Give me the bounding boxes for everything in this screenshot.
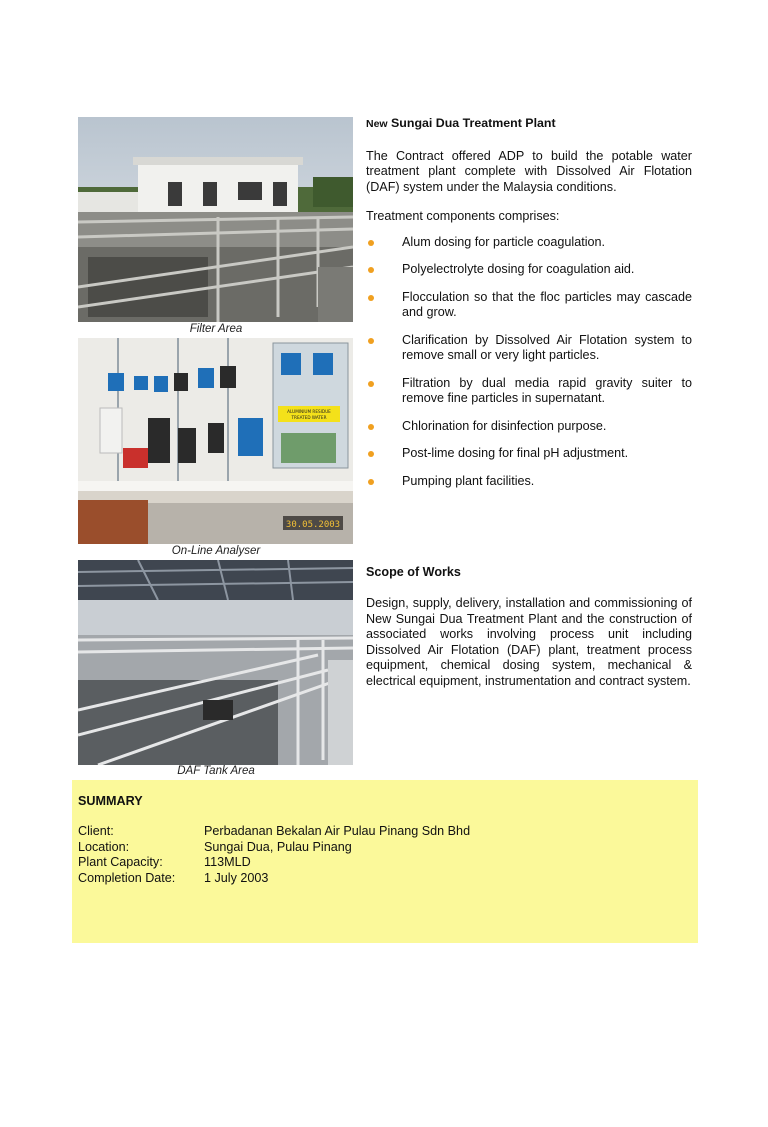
table-row: [78, 855, 470, 871]
list-item: Polyelectrolyte dosing for coagulation aid.: [366, 262, 692, 278]
summary-value: 1 July 2003: [204, 870, 269, 885]
project-title: [366, 116, 692, 133]
scope-text: Design, supply, delivery, installation and commissioning of New Sungai Dua Treatment Plant and the construction of associated works involving process unit including Dissolved Air Flotation (DAF) plant, treatment process equipment, chemical dosing system, mechanical & electrical equipment, instrumentation and contract system.: [366, 596, 692, 688]
project-intro: The Contract offered ADP to build the potable water treatment plant complete with Dissolved Air Flotation (DAF) system under the Malaysia conditions.: [366, 148, 692, 194]
bullet-icon: [368, 381, 374, 387]
summary-box: [72, 780, 698, 943]
scope-heading: Scope of Works: [366, 565, 461, 579]
photo-caption-filter-area: Filter Area: [189, 323, 243, 335]
photo-caption-daf-tank-area: DAF Tank Area: [177, 765, 255, 777]
project-title-main: Sungai Dua Treatment Plant: [391, 116, 556, 130]
summary-value: 113MLD: [204, 855, 251, 869]
project-title-prefix: New: [366, 118, 388, 130]
bullet-icon: [368, 240, 374, 246]
list-item: Pumping plant facilities.: [366, 474, 692, 490]
svg-text:30.05.2003: 30.05.2003: [285, 520, 341, 530]
summary-label: Location:: [78, 839, 130, 854]
bullet-icon: [368, 479, 374, 485]
table-row: [78, 840, 470, 856]
daf-tank-area-photo: [78, 560, 353, 765]
svg-text:ALUMINIUM RESIDUE: ALUMINIUM RESIDUE: [287, 409, 331, 414]
summary-table: [78, 824, 470, 886]
summary-label: Client:: [78, 824, 114, 838]
list-item: Post-lime dosing for final pH adjustment.: [366, 446, 692, 462]
summary-value: Sungai Dua, Pulau Pinang: [204, 839, 352, 854]
list-item: Clarification by Dissolved Air Flotation system to remove small or very light particles.: [366, 333, 692, 364]
table-row: [78, 824, 470, 840]
components-heading: Treatment components comprises:: [366, 209, 560, 223]
svg-text:TREATED WATER: TREATED WATER: [291, 415, 327, 420]
summary-value: Perbadanan Bekalan Air Pulau Pinang Sdn Bhd: [204, 824, 471, 838]
list-item: Flocculation so that the floc particles may cascade and grow.: [366, 290, 692, 321]
project-description: [366, 116, 692, 501]
filter-area-photo: [78, 117, 353, 322]
bullet-icon: [368, 267, 374, 273]
list-item: Filtration by dual media rapid gravity suiter to remove fine particles in supernatant.: [366, 376, 692, 407]
bullet-icon: [368, 338, 374, 344]
summary-label: Completion Date:: [78, 870, 176, 885]
list-item: Chlorination for disinfection purpose.: [366, 419, 692, 435]
bullet-icon: [368, 295, 374, 301]
bullet-icon: [368, 451, 374, 457]
bullet-icon: [368, 424, 374, 430]
summary-label: Plant Capacity:: [78, 855, 163, 869]
online-analyser-photo: [78, 338, 353, 544]
list-item: Alum dosing for particle coagulation.: [366, 235, 692, 251]
photo-caption-online-analyser: On-Line Analyser: [171, 545, 261, 557]
table-row: [78, 871, 470, 887]
summary-title: SUMMARY: [78, 794, 143, 808]
components-list: [366, 235, 692, 490]
